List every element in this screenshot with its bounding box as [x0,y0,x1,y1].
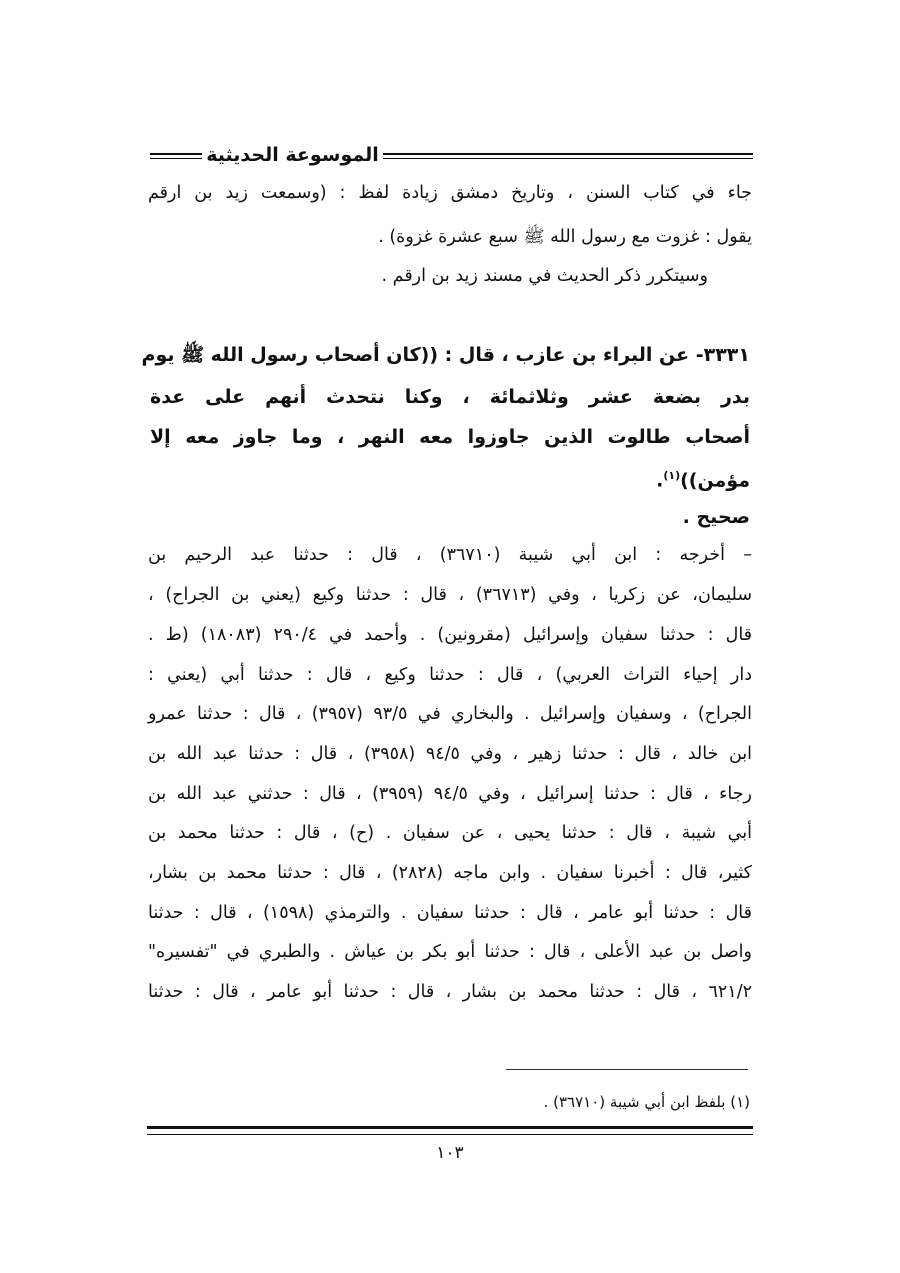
hadith-line-1: ٣٣٣١- عن البراء بن عازب ، قال : ((كان أصحاب رسول الله ﷺ يوم [141,344,750,366]
takhrij-line-4: دار إحياء التراث العربي) ، قال : حدثنا وكيع ، قال : حدثنا أبي (يعني : [148,665,752,685]
takhrij-line-7: رجاء ، قال : حدثنا إسرائيل ، وفي ٩٤/٥ (٣٩٥٩) ، قال : حدثني عبد الله بن [148,784,752,804]
header-rule-right [383,153,753,159]
footer-rule [147,1126,753,1135]
intro-line-2: يقول : غزوت مع رسول الله ﷺ سبع عشرة غزوة) . [378,227,752,247]
takhrij-line-2: سليمان، عن زكريا ، وفي (٣٦٧١٣) ، قال : حدثنا وكيع (يعني بن الجراح) ، [148,585,752,605]
takhrij-line-11: واصل بن عبد الأعلى ، قال : حدثنا أبو بكر بن عياش . والطبري في "تفسيره" [148,942,752,962]
hadith-line-2: بدر بضعة عشر وثلاثمائة ، وكنا نتحدث أنهم على عدة [150,386,750,408]
takhrij-line-9: كثير، قال : أخبرنا سفيان . وابن ماجه (٢٨٢٨) ، قال : حدثنا محمد بن بشار، [148,863,752,883]
hadith-last-line: مؤمن)) [680,469,750,492]
hadith-grade: صحيح . [682,506,750,528]
page-number: ١٠٣ [436,1143,464,1163]
takhrij-line-8: أبي شيبة ، قال : حدثنا يحيى ، عن سفيان . (ح) ، قال : حدثنا محمد بن [148,823,752,843]
takhrij-line-1: – أخرجه : ابن أبي شيبة (٣٦٧١٠) ، قال : حدثنا عبد الرحيم بن [148,545,752,565]
footnote-separator [506,1069,748,1070]
hadith-line-4 [150,461,750,495]
running-header-title: الموسوعة الحديثية [206,144,379,166]
intro-line-1: جاء في كتاب السنن ، وتاريخ دمشق زيادة لفظ : (وسمعت زيد بن ارقم [148,183,752,203]
footnote-ref: (١) [663,469,681,482]
takhrij-line-6: ابن خالد ، قال : حدثنا زهير ، وفي ٩٤/٥ (٣٩٥٨) ، قال : حدثنا عبد الله بن [148,744,753,764]
takhrij-line-12: ٦٢١/٢ ، قال : حدثنا محمد بن بشار ، قال : حدثنا أبو عامر ، قال : حدثنا [148,982,752,1002]
footnote: (١) بلفظ ابن أبي شيبة (٣٦٧١٠) . [543,1093,750,1111]
takhrij-line-3: قال : حدثنا سفيان وإسرائيل (مقرونين) . وأحمد في ٢٩٠/٤ (١٨٠٨٣) (ط . [148,625,753,645]
takhrij-line-5: الجراح) ، وسفيان وإسرائيل . والبخاري في ٩٣/٥ (٣٩٥٧) ، قال : حدثنا عمرو [148,704,752,724]
hadith-last-line-end: . [656,469,664,492]
takhrij-line-10: قال : حدثنا أبو عامر ، قال : حدثنا سفيان . والترمذي (١٥٩٨) ، قال : حدثنا [148,903,752,923]
hadith-line-3: أصحاب طالوت الذين جاوزوا معه النهر ، وما جاوز معه إلا [150,426,750,448]
intro-line-3: وسيتكرر ذكر الحديث في مسند زيد بن ارقم . [381,266,708,286]
header-rule-left [150,153,202,159]
